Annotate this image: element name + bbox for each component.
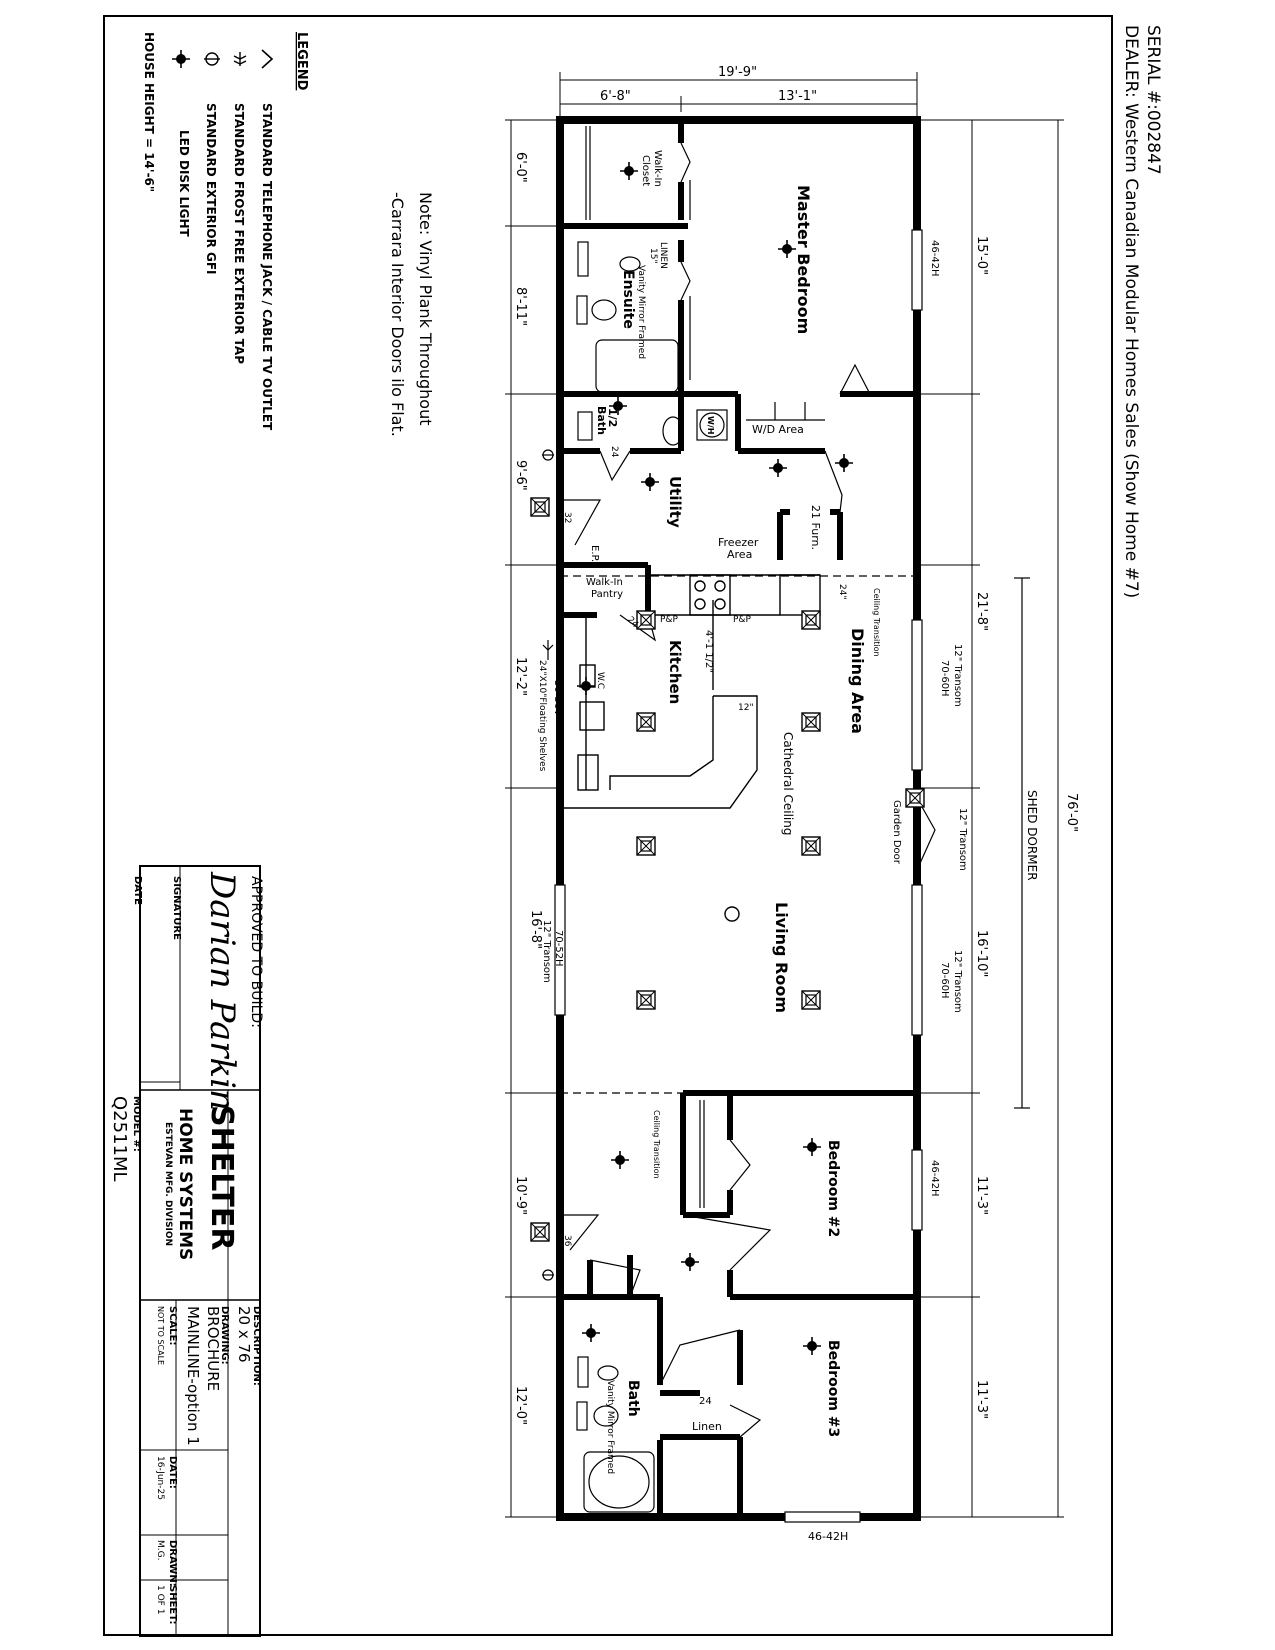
window-dining-size: 70-60H (939, 660, 950, 697)
label-wc: W.C (595, 672, 605, 690)
label-vanity-bath: Vanity Mirror Framed (605, 1380, 615, 1475)
note-doors: -Carrara Interior Doors ilo Flat. (388, 192, 407, 437)
notes (388, 192, 435, 437)
room-furnace: 21 Furn. (809, 505, 822, 550)
company-name: SHELTER (204, 1105, 239, 1251)
room-freezer: Freezer (718, 536, 759, 549)
model-number: Q2511ML (109, 1096, 130, 1182)
drawn-label: DRAWN: (167, 1540, 178, 1587)
description-value: 20 x 76 (235, 1306, 253, 1363)
label-linen-size: 24 (699, 1396, 712, 1407)
room-walk-in-closet: Walk-In (652, 150, 663, 187)
dim-right-2: 21'-8" (974, 592, 989, 632)
label-pantry-24: 24 (624, 615, 641, 631)
option-value: MAINLINE-option 1 (184, 1306, 202, 1446)
room-master-bedroom: Master Bedroom (794, 185, 813, 335)
led-disk-light-icon (172, 50, 190, 68)
window-living-right-transom: 12" Transom (952, 950, 963, 1013)
room-pantry: Walk-In (586, 577, 623, 588)
signature: Darian Parkin (202, 872, 242, 1111)
signature-label: SIGNATURE (171, 876, 182, 940)
window-bed2: 46-42H (929, 1160, 940, 1197)
approved-label: APPROVED TO BUILD: (248, 876, 264, 1028)
dim-left-7: 12'-0" (513, 1386, 528, 1426)
label-cathedral-ceiling: Cathedral Ceiling (781, 732, 795, 836)
window-living-left-size: 70-52H (553, 930, 564, 967)
note-vinyl: Note: Vinyl Plank Throughout (416, 192, 435, 426)
room-wd-area: W/D Area (752, 423, 804, 436)
label-ref-24: 24" (837, 584, 847, 600)
dim-left-2: 8'-11" (513, 287, 528, 327)
date-label: DATE (132, 876, 143, 905)
company-subtitle: HOME SYSTEMS (175, 1108, 195, 1261)
dealer-name: DEALER: Western Canadian Modular Homes Sales (Show Home #7) (1121, 25, 1141, 599)
title-block-text (109, 871, 264, 1625)
room-bedroom-3: Bedroom #3 (825, 1340, 841, 1438)
window-living-left-transom: 12" Transom (541, 920, 552, 983)
date-value: 16-Jun-25 (155, 1456, 165, 1500)
legend-item-phone: STANDARD TELEPHONE JACK / CABLE TV OUTLET (260, 103, 274, 431)
dim-left-1: 6'-0" (513, 152, 528, 183)
legend-item-tap: STANDARD FROST FREE EXTERIOR TAP (232, 103, 246, 364)
window-garden-transom: 12" Transom (957, 808, 968, 871)
room-linen-size: 15" (648, 248, 658, 264)
scale-label: SCALE: (167, 1306, 178, 1346)
room-bedroom-2: Bedroom #2 (825, 1140, 841, 1238)
room-freezer-2: Area (727, 548, 753, 561)
scale-value: NOT TO SCALE (156, 1306, 165, 1366)
dim-overall: 76'-0" (1064, 793, 1079, 833)
label-halfbath-24: 24 (609, 446, 619, 458)
date-label-2: DATE: (167, 1456, 178, 1489)
sheet-value: 1 OF 1 (155, 1585, 165, 1615)
room-dining: Dining Area (848, 628, 867, 734)
label-ceiling-transition-1: Ceiling Transition (872, 588, 881, 657)
label-island-dim: 4'-1 1/2" (703, 630, 714, 673)
dim-right-5: 11'-3" (974, 1380, 989, 1420)
label-shelves: 24"X10"Floating Shelves (537, 660, 547, 772)
kitchen-cabinets (560, 575, 820, 808)
label-sink-dim: 30-36V (552, 680, 563, 716)
label-ceiling-transition-2: Ceiling Transition (652, 1110, 661, 1179)
description-label: DESCRIPTION: (251, 1306, 262, 1386)
label-door-32: 32 (562, 512, 572, 524)
window-master: 46-42H (929, 240, 940, 277)
dim-top-total: 19'-9" (718, 65, 758, 80)
room-pantry-2: Pantry (591, 589, 623, 600)
window-living-right-size: 70-60H (939, 962, 950, 999)
doors (560, 143, 935, 1437)
room-living: Living Room (772, 902, 791, 1013)
dim-left-5: 16'-8" (528, 910, 543, 950)
label-vanity-ensuite: Vanity Mirror Framed (636, 265, 646, 360)
room-bath: Bath (625, 1380, 641, 1417)
house-height: HOUSE HEIGHT = 14'-6" (142, 32, 156, 193)
room-walk-in-closet-2: Closet (640, 155, 651, 187)
dim-right-1: 15'-0" (974, 236, 989, 276)
legend-title: LEGEND (294, 32, 309, 91)
legend (142, 32, 309, 431)
header (1121, 25, 1163, 598)
dim-right-3: 16'-10" (974, 930, 989, 978)
label-pp-2: P&P (733, 615, 751, 625)
triangle-icon (262, 50, 272, 68)
drawn-value: M.G. (155, 1540, 165, 1561)
shed-dormer: SHED DORMER (1025, 790, 1039, 881)
label-pp-1: P&P (660, 615, 678, 625)
gfi-outlet-icon (204, 53, 220, 65)
floor-plan (531, 120, 1030, 1543)
led-lights (577, 162, 853, 1355)
label-door-36: 36 (562, 1235, 572, 1247)
legend-item-led: LED DISK LIGHT (177, 130, 191, 237)
room-ensuite: Ensuite (620, 270, 636, 329)
tap-icon (234, 52, 246, 66)
label-island-12: 12" (738, 703, 754, 713)
dim-top-right: 13'-1" (778, 89, 818, 104)
model-label: MODEL #: (131, 1096, 142, 1152)
room-half-bath-2: Bath (595, 406, 608, 435)
room-half-bath: 1/2 (606, 408, 619, 428)
dim-top-left: 6'-8" (600, 89, 631, 104)
drawing-label: DRAWING: (219, 1306, 230, 1365)
drawing-value: BROCHURE (204, 1306, 222, 1392)
label-electric-panel: E.P. (589, 545, 600, 563)
label-garden-door: Garden Door (891, 800, 902, 864)
label-water-heater: W/H (706, 416, 715, 435)
window-bottom: 46-42H (808, 1530, 849, 1543)
company-division: ESTEVAN MFG. DIVISION (163, 1122, 173, 1247)
dim-left-6: 10'-9" (513, 1176, 528, 1216)
window-dining-transom: 12" Transom (952, 644, 963, 707)
room-linen-hall: Linen (692, 1420, 722, 1433)
dim-right-4: 11'-3" (974, 1176, 989, 1216)
serial-number: SERIAL #:002847 (1143, 25, 1163, 175)
interior-walls (560, 120, 917, 1517)
sheet-label: SHEET: (167, 1585, 178, 1625)
dim-left-4: 12'-2" (513, 657, 528, 697)
room-utility: Utility (666, 476, 684, 528)
dim-left-3: 9'-6" (513, 460, 528, 491)
legend-item-gfi: STANDARD EXTERIOR GFI (204, 103, 218, 275)
room-kitchen: Kitchen (666, 640, 684, 705)
room-linen: LINEN (658, 242, 668, 269)
